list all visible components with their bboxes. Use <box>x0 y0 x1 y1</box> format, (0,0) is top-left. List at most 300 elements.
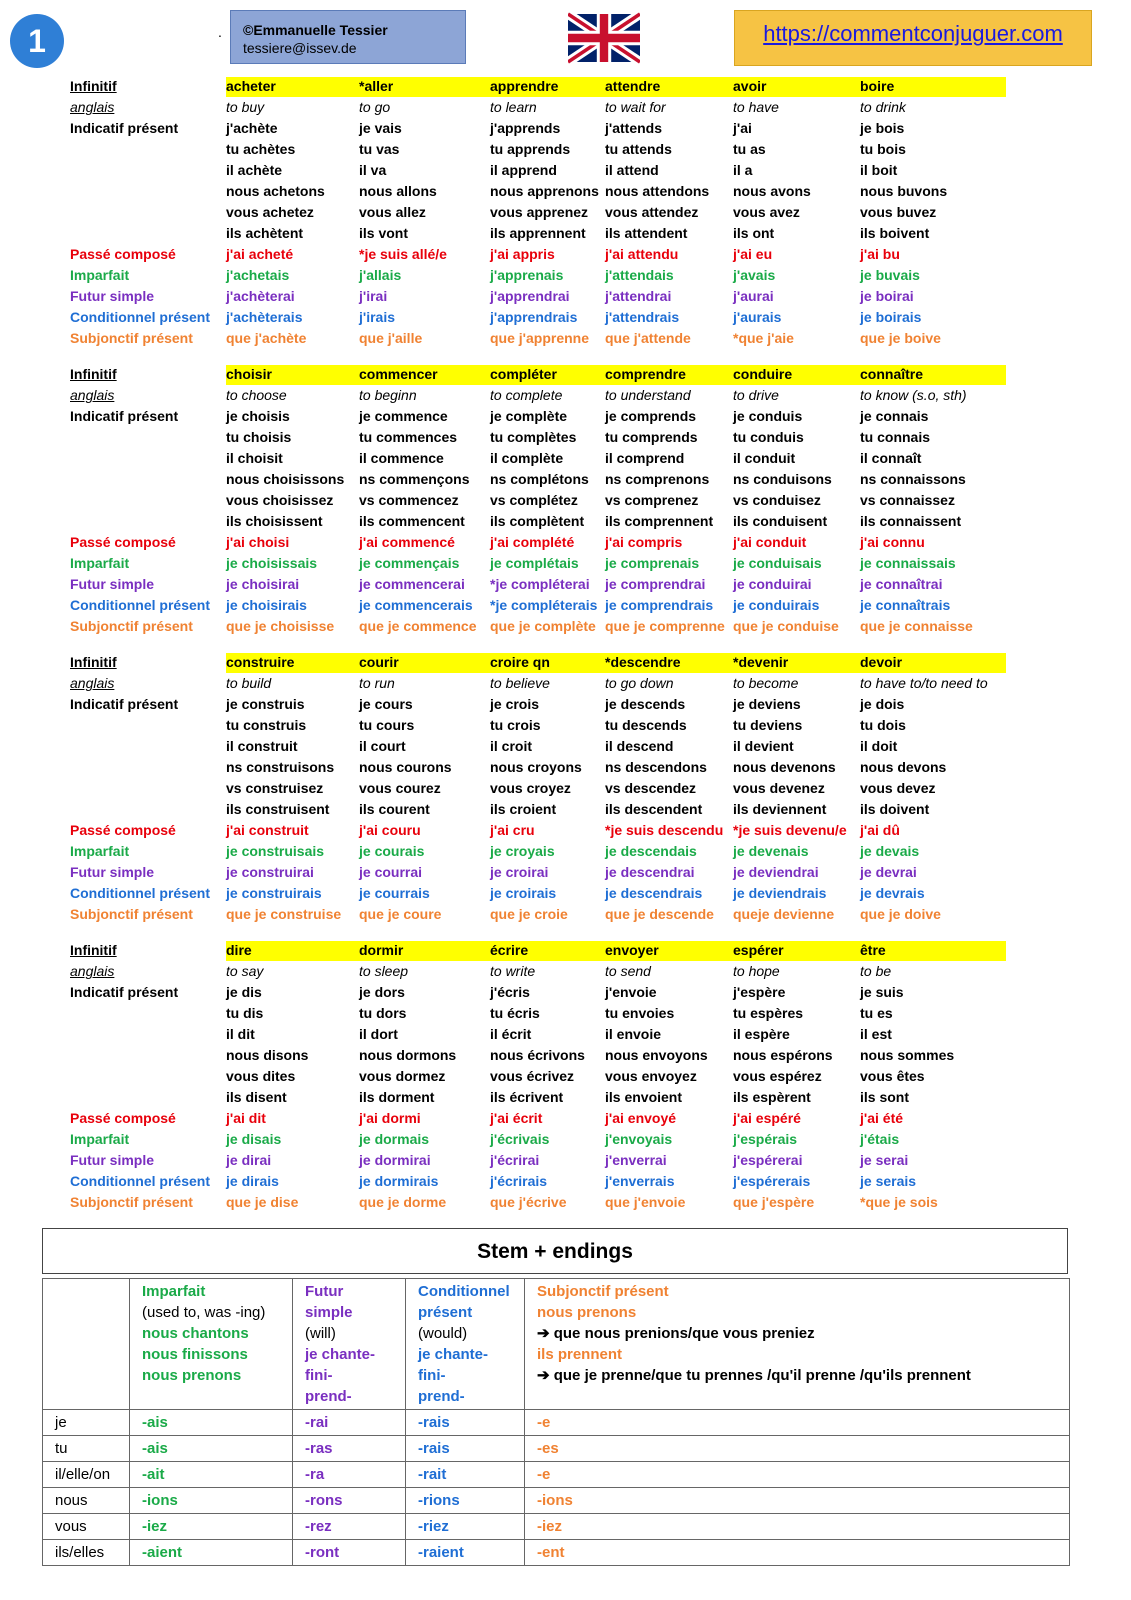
verb-row <box>70 1087 1110 1108</box>
verb-form: *je compléterais <box>490 597 598 613</box>
verb-form: je boirai <box>860 288 914 304</box>
verb-form: je conduis <box>733 408 803 424</box>
verb-form: je deviendrai <box>733 864 819 880</box>
verb-form: je construirai <box>226 864 314 880</box>
verb-form: j'espère <box>733 984 786 1000</box>
verb-row <box>70 652 1110 673</box>
verb-form: je connaissais <box>860 555 956 571</box>
verb-form: vous envoyez <box>605 1068 697 1084</box>
row-label-anglais: anglais <box>70 963 115 979</box>
verb-form: tu commences <box>359 429 458 445</box>
verb-form: nous écrivons <box>490 1047 585 1063</box>
verb-form: vous écrivez <box>490 1068 575 1084</box>
ending-cell-imp: -ais <box>130 1410 293 1436</box>
verb-form: il apprend <box>490 162 557 178</box>
verb-row <box>70 1129 1110 1150</box>
verb-row <box>70 265 1110 286</box>
imparfait-note: (used to, was -ing) <box>142 1304 266 1321</box>
ending-cell-subj: -ent <box>525 1540 1070 1566</box>
ending-cell-cond: -rions <box>406 1488 525 1514</box>
verb-row <box>70 511 1110 532</box>
futur-head: simple <box>305 1304 353 1321</box>
verb-form: je descendrai <box>605 864 695 880</box>
verb-row <box>70 97 1110 118</box>
row-label-futur: Futur simple <box>70 288 155 304</box>
ending-row <box>43 1488 1070 1514</box>
verb-form: je construirais <box>226 885 322 901</box>
verb-row <box>70 181 1110 202</box>
futur-example: fini- <box>305 1367 333 1384</box>
verb-form: je dirai <box>226 1152 272 1168</box>
verb-form: que je comprenne <box>605 618 725 634</box>
verb-form: nous devons <box>860 759 947 775</box>
verb-form: *je suis allé/e <box>359 246 447 262</box>
conditionnel-example: fini- <box>418 1367 446 1384</box>
verb-form: ils disent <box>226 1089 287 1105</box>
verb-form: vous devez <box>860 780 936 796</box>
verb-form: j'allais <box>359 267 402 283</box>
verb-form: to write <box>490 963 536 979</box>
verb-form: vous espérez <box>733 1068 822 1084</box>
verb-row <box>70 160 1110 181</box>
verb-form: je serai <box>860 1152 909 1168</box>
verb-form: je buvais <box>860 267 920 283</box>
verb-form: ils sont <box>860 1089 910 1105</box>
verb-form: ils courent <box>359 801 430 817</box>
verb-form: vous apprenez <box>490 204 589 220</box>
ending-cell-subj: -es <box>525 1436 1070 1462</box>
verb-form: to know (s.o, sth) <box>860 387 967 403</box>
verb-form: il court <box>359 738 406 754</box>
verb-form: nous attendons <box>605 183 710 199</box>
verb-form: j'envoyais <box>605 1131 673 1147</box>
verb-row <box>70 532 1110 553</box>
verb-row <box>70 757 1110 778</box>
verb-row <box>70 328 1110 349</box>
verb-form: je descends <box>605 696 686 712</box>
verb-row <box>70 1150 1110 1171</box>
verb-form: j'envoie <box>605 984 657 1000</box>
verb-form: que j'envoie <box>605 1194 686 1210</box>
row-label-conditionnel: Conditionnel présent <box>70 597 210 613</box>
verb-form: j'ai dû <box>860 822 900 838</box>
ending-row <box>43 1410 1070 1436</box>
ending-cell-imp: -iez <box>130 1514 293 1540</box>
verb-form: j'attends <box>605 120 663 136</box>
verb-form: ils apprennent <box>490 225 586 241</box>
verb-form: to become <box>733 675 799 691</box>
verb-form: vous dites <box>226 1068 296 1084</box>
verb-form: écrire <box>490 942 529 958</box>
verb-form: je construisais <box>226 843 325 859</box>
verb-form: j'attendrais <box>605 309 680 325</box>
row-label-futur: Futur simple <box>70 1152 155 1168</box>
verb-row <box>70 1171 1110 1192</box>
verb-block <box>70 364 1110 637</box>
verb-form: j'ai compris <box>605 534 683 550</box>
ending-cell-pron: ils/elles <box>43 1540 130 1566</box>
verb-form: vous allez <box>359 204 426 220</box>
verb-form: ils achètent <box>226 225 304 241</box>
verb-form: j'irai <box>359 288 388 304</box>
verb-form: je crois <box>490 696 540 712</box>
row-label-indicatif: Indicatif présent <box>70 408 179 424</box>
row-label-imparfait: Imparfait <box>70 1131 130 1147</box>
verb-form: j'apprendrais <box>490 309 578 325</box>
verb-form: je boirais <box>860 309 922 325</box>
verb-form: nous buvons <box>860 183 948 199</box>
row-label-imparfait: Imparfait <box>70 555 130 571</box>
verb-form: tu deviens <box>733 717 803 733</box>
verb-form: j'écris <box>490 984 530 1000</box>
futur-note: (will) <box>305 1325 336 1342</box>
verb-form: vs connaissez <box>860 492 955 508</box>
verb-form: je commençais <box>359 555 460 571</box>
verb-form: tu descends <box>605 717 687 733</box>
verb-form: to send <box>605 963 651 979</box>
verb-row <box>70 76 1110 97</box>
verb-form: ils attendent <box>605 225 688 241</box>
verb-form: to complete <box>490 387 563 403</box>
verb-form: vous dormez <box>359 1068 446 1084</box>
verb-form: je cours <box>359 696 413 712</box>
verb-row <box>70 820 1110 841</box>
verb-form: j'ai eu <box>733 246 773 262</box>
verb-form: je courrai <box>359 864 423 880</box>
verb-form: ils connaissent <box>860 513 962 529</box>
verb-form: que je descende <box>605 906 714 922</box>
ending-row <box>43 1540 1070 1566</box>
verb-row <box>70 244 1110 265</box>
verb-form: to learn <box>490 99 537 115</box>
verb-form: j'aurai <box>733 288 774 304</box>
conditionnel-head: Conditionnel <box>418 1283 510 1300</box>
verb-form: j'étais <box>860 1131 900 1147</box>
verb-form: je conduirais <box>733 597 820 613</box>
verb-form: je commencerais <box>359 597 473 613</box>
verb-form: nous allons <box>359 183 437 199</box>
row-label-subjonctif: Subjonctif présent <box>70 1194 193 1210</box>
verb-form: to hope <box>733 963 780 979</box>
verb-form: tu complètes <box>490 429 577 445</box>
verb-form: ils doivent <box>860 801 930 817</box>
verb-form: tu choisis <box>226 429 292 445</box>
verb-form: il achète <box>226 162 283 178</box>
verb-form: j'espérais <box>733 1131 798 1147</box>
row-label-indicatif: Indicatif présent <box>70 120 179 136</box>
verb-form: j'ai dormi <box>359 1110 421 1126</box>
row-label-subjonctif: Subjonctif présent <box>70 906 193 922</box>
verb-form: nous croyons <box>490 759 582 775</box>
row-label-anglais: anglais <box>70 675 115 691</box>
verb-form: tu connais <box>860 429 931 445</box>
verb-form: j'enverrai <box>605 1152 667 1168</box>
verb-form: j'achetais <box>226 267 290 283</box>
verb-form: ns connaissons <box>860 471 966 487</box>
ending-cell-pron: tu <box>43 1436 130 1462</box>
verb-form: ils vont <box>359 225 409 241</box>
verb-form: j'ai choisi <box>226 534 290 550</box>
imparfait-head: Imparfait <box>142 1283 206 1300</box>
verb-form: choisir <box>226 366 272 382</box>
verb-form: to go down <box>605 675 674 691</box>
verb-form: to sleep <box>359 963 409 979</box>
verb-form: je croyais <box>490 843 555 859</box>
verb-form: to wait for <box>605 99 666 115</box>
verb-form: tu apprends <box>490 141 571 157</box>
verb-form: je comprenais <box>605 555 700 571</box>
verb-form: ils espèrent <box>733 1089 811 1105</box>
verb-form: je deviendrais <box>733 885 827 901</box>
subjonctif-line: ils prennent <box>537 1346 623 1363</box>
verb-form: compléter <box>490 366 557 382</box>
verb-form: j'apprenais <box>490 267 564 283</box>
verb-form: *devenir <box>733 654 789 670</box>
verb-form: il devient <box>733 738 794 754</box>
endings-header-row <box>43 1279 1070 1410</box>
verb-form: j'aurais <box>733 309 782 325</box>
verb-form: vous buvez <box>860 204 937 220</box>
ending-cell-fut: -ront <box>293 1540 406 1566</box>
row-label-passe: Passé composé <box>70 246 176 262</box>
verb-form: j'ai construit <box>226 822 309 838</box>
verb-form: ils descendent <box>605 801 703 817</box>
verb-form: il dort <box>359 1026 398 1042</box>
verb-form: nous courons <box>359 759 452 775</box>
verb-form: vous attendez <box>605 204 699 220</box>
verb-form: nous apprenons <box>490 183 599 199</box>
ending-cell-cond: -rais <box>406 1410 525 1436</box>
verb-row <box>70 736 1110 757</box>
verb-form: ns construisons <box>226 759 335 775</box>
subjonctif-head: Subjonctif présent <box>537 1283 669 1300</box>
verb-form: tu cours <box>359 717 415 733</box>
verb-form: nous espérons <box>733 1047 833 1063</box>
verb-form: il comprend <box>605 450 685 466</box>
verb-form: il a <box>733 162 753 178</box>
verb-form: je croirai <box>490 864 549 880</box>
verb-form: *je compléterai <box>490 576 590 592</box>
verb-form: je serais <box>860 1173 917 1189</box>
verb-form: tu dois <box>860 717 906 733</box>
futur-example: je chante- <box>305 1346 376 1363</box>
row-label-passe: Passé composé <box>70 534 176 550</box>
verb-form: tu vas <box>359 141 400 157</box>
verb-form: construire <box>226 654 295 670</box>
verb-form: *descendre <box>605 654 681 670</box>
verb-form: to believe <box>490 675 550 691</box>
verb-form: il doit <box>860 738 898 754</box>
verb-form: je dirais <box>226 1173 279 1189</box>
verb-form: espérer <box>733 942 784 958</box>
verb-row <box>70 118 1110 139</box>
verb-form: il va <box>359 162 387 178</box>
verb-form: nous sommes <box>860 1047 955 1063</box>
verb-form: j'ai été <box>860 1110 904 1126</box>
verb-form: je construis <box>226 696 305 712</box>
verb-form: que j'apprenne <box>490 330 590 346</box>
row-label-conditionnel: Conditionnel présent <box>70 309 210 325</box>
verb-form: connaître <box>860 366 924 382</box>
ending-cell-fut: -ra <box>293 1462 406 1488</box>
verb-form: nous devenons <box>733 759 836 775</box>
verb-form: que je croie <box>490 906 568 922</box>
conditionnel-note: (would) <box>418 1325 468 1342</box>
conditionnel-head: présent <box>418 1304 473 1321</box>
verb-form: j'achèterais <box>226 309 303 325</box>
verb-block <box>70 652 1110 925</box>
verb-row <box>70 385 1110 406</box>
ending-cell-imp: -ais <box>130 1436 293 1462</box>
verb-form: ns commençons <box>359 471 470 487</box>
verb-form: nous dormons <box>359 1047 457 1063</box>
verb-row <box>70 595 1110 616</box>
ending-cell-fut: -rez <box>293 1514 406 1540</box>
ending-row <box>43 1436 1070 1462</box>
verb-row <box>70 616 1110 637</box>
verb-form: je choisissais <box>226 555 318 571</box>
verb-form: j'attendrai <box>605 288 672 304</box>
verb-block <box>70 76 1110 349</box>
verb-form: j'espérerai <box>733 1152 803 1168</box>
verb-form: tu dis <box>226 1005 264 1021</box>
verb-row <box>70 1024 1110 1045</box>
verb-form: ils envoient <box>605 1089 683 1105</box>
verb-form: j'achète <box>226 120 278 136</box>
verb-form: que j'espère <box>733 1194 815 1210</box>
verb-form: *je suis descendu <box>605 822 724 838</box>
verb-row <box>70 982 1110 1003</box>
verb-form: je commencerai <box>359 576 465 592</box>
verb-form: que j'écrive <box>490 1194 567 1210</box>
verb-form: to have <box>733 99 779 115</box>
conditionnel-header-cell <box>406 1279 525 1410</box>
verb-form: je choisirai <box>226 576 300 592</box>
verb-form: que je commence <box>359 618 477 634</box>
verb-form: je conduirai <box>733 576 812 592</box>
verb-form: ils deviennent <box>733 801 827 817</box>
website-link[interactable]: https://commentconjuguer.com <box>763 21 1063 46</box>
verb-form: envoyer <box>605 942 659 958</box>
ending-cell-fut: -rons <box>293 1488 406 1514</box>
verb-row <box>70 715 1110 736</box>
verb-form: tu achètes <box>226 141 296 157</box>
verb-form: que je doive <box>860 906 941 922</box>
verb-form: je dormais <box>359 1131 430 1147</box>
verb-form: ils écrivent <box>490 1089 564 1105</box>
verb-form: j'ai appris <box>490 246 555 262</box>
verb-form: je comprendrais <box>605 597 714 613</box>
verb-form: il écrit <box>490 1026 532 1042</box>
verb-form: ils construisent <box>226 801 330 817</box>
verb-form: tu envoies <box>605 1005 675 1021</box>
conditionnel-example: prend- <box>418 1388 465 1405</box>
verb-row <box>70 286 1110 307</box>
verb-form: j'ai cru <box>490 822 535 838</box>
verb-form: je dormirai <box>359 1152 431 1168</box>
verb-form: croire qn <box>490 654 550 670</box>
verb-form: que je construise <box>226 906 342 922</box>
row-label-conditionnel: Conditionnel présent <box>70 885 210 901</box>
row-label-infinitif: Infinitif <box>70 78 117 94</box>
verb-form: tu bois <box>860 141 906 157</box>
verb-row <box>70 961 1110 982</box>
verb-form: je devais <box>860 843 920 859</box>
verb-form: courir <box>359 654 399 670</box>
website-box <box>734 10 1092 66</box>
ending-cell-imp: -ait <box>130 1462 293 1488</box>
verb-form: j'écrirais <box>490 1173 548 1189</box>
verb-form: il conduit <box>733 450 796 466</box>
row-label-futur: Futur simple <box>70 576 155 592</box>
verb-form: j'apprends <box>490 120 561 136</box>
verb-form: tu espères <box>733 1005 804 1021</box>
row-label-conditionnel: Conditionnel présent <box>70 1173 210 1189</box>
verb-form: comprendre <box>605 366 686 382</box>
verb-form: acheter <box>226 78 276 94</box>
verb-form: avoir <box>733 78 767 94</box>
verb-form: il attend <box>605 162 659 178</box>
verb-form: ils dorment <box>359 1089 435 1105</box>
verb-form: je courrais <box>359 885 430 901</box>
verb-row <box>70 1003 1110 1024</box>
verb-form: to understand <box>605 387 691 403</box>
verb-form: que je dise <box>226 1194 299 1210</box>
verb-form: vs construisez <box>226 780 324 796</box>
verb-form: il dit <box>226 1026 255 1042</box>
verb-form: que j'attende <box>605 330 691 346</box>
verb-row <box>70 202 1110 223</box>
verb-form: j'ai couru <box>359 822 421 838</box>
verb-form: j'irais <box>359 309 396 325</box>
verb-form: ils choisissent <box>226 513 323 529</box>
verb-form: je deviens <box>733 696 801 712</box>
verb-form: je choisis <box>226 408 290 424</box>
verb-form: vs descendez <box>605 780 697 796</box>
imparfait-example: nous finissons <box>142 1346 248 1363</box>
row-label-subjonctif: Subjonctif présent <box>70 618 193 634</box>
verb-form: je courais <box>359 843 425 859</box>
verb-row <box>70 940 1110 961</box>
ending-cell-imp: -aient <box>130 1540 293 1566</box>
verb-form: je bois <box>860 120 905 136</box>
verb-row <box>70 427 1110 448</box>
verb-form: apprendre <box>490 78 559 94</box>
verb-form: je devrai <box>860 864 917 880</box>
ending-cell-cond: -raient <box>406 1540 525 1566</box>
verb-form: j'ai commencé <box>359 534 455 550</box>
verb-row <box>70 904 1110 925</box>
verb-form: que je complète <box>490 618 596 634</box>
verb-row <box>70 364 1110 385</box>
verb-form: vs conduisez <box>733 492 821 508</box>
verb-form: je devrais <box>860 885 925 901</box>
verb-form: conduire <box>733 366 793 382</box>
verb-form: il choisit <box>226 450 283 466</box>
verb-form: ns complétons <box>490 471 589 487</box>
verb-form: que je choisisse <box>226 618 335 634</box>
verb-form: je commence <box>359 408 448 424</box>
verb-row <box>70 139 1110 160</box>
verb-form: tu dors <box>359 1005 407 1021</box>
stem-endings-title: Stem + endings <box>42 1228 1068 1274</box>
subjonctif-line: ➔ que je prenne/que tu prennes /qu'il prenne /qu'ils prennent <box>537 1367 971 1384</box>
futur-header-cell <box>293 1279 406 1410</box>
verb-row <box>70 553 1110 574</box>
verb-form: je dors <box>359 984 405 1000</box>
verb-form: nous achetons <box>226 183 325 199</box>
row-label-anglais: anglais <box>70 387 115 403</box>
